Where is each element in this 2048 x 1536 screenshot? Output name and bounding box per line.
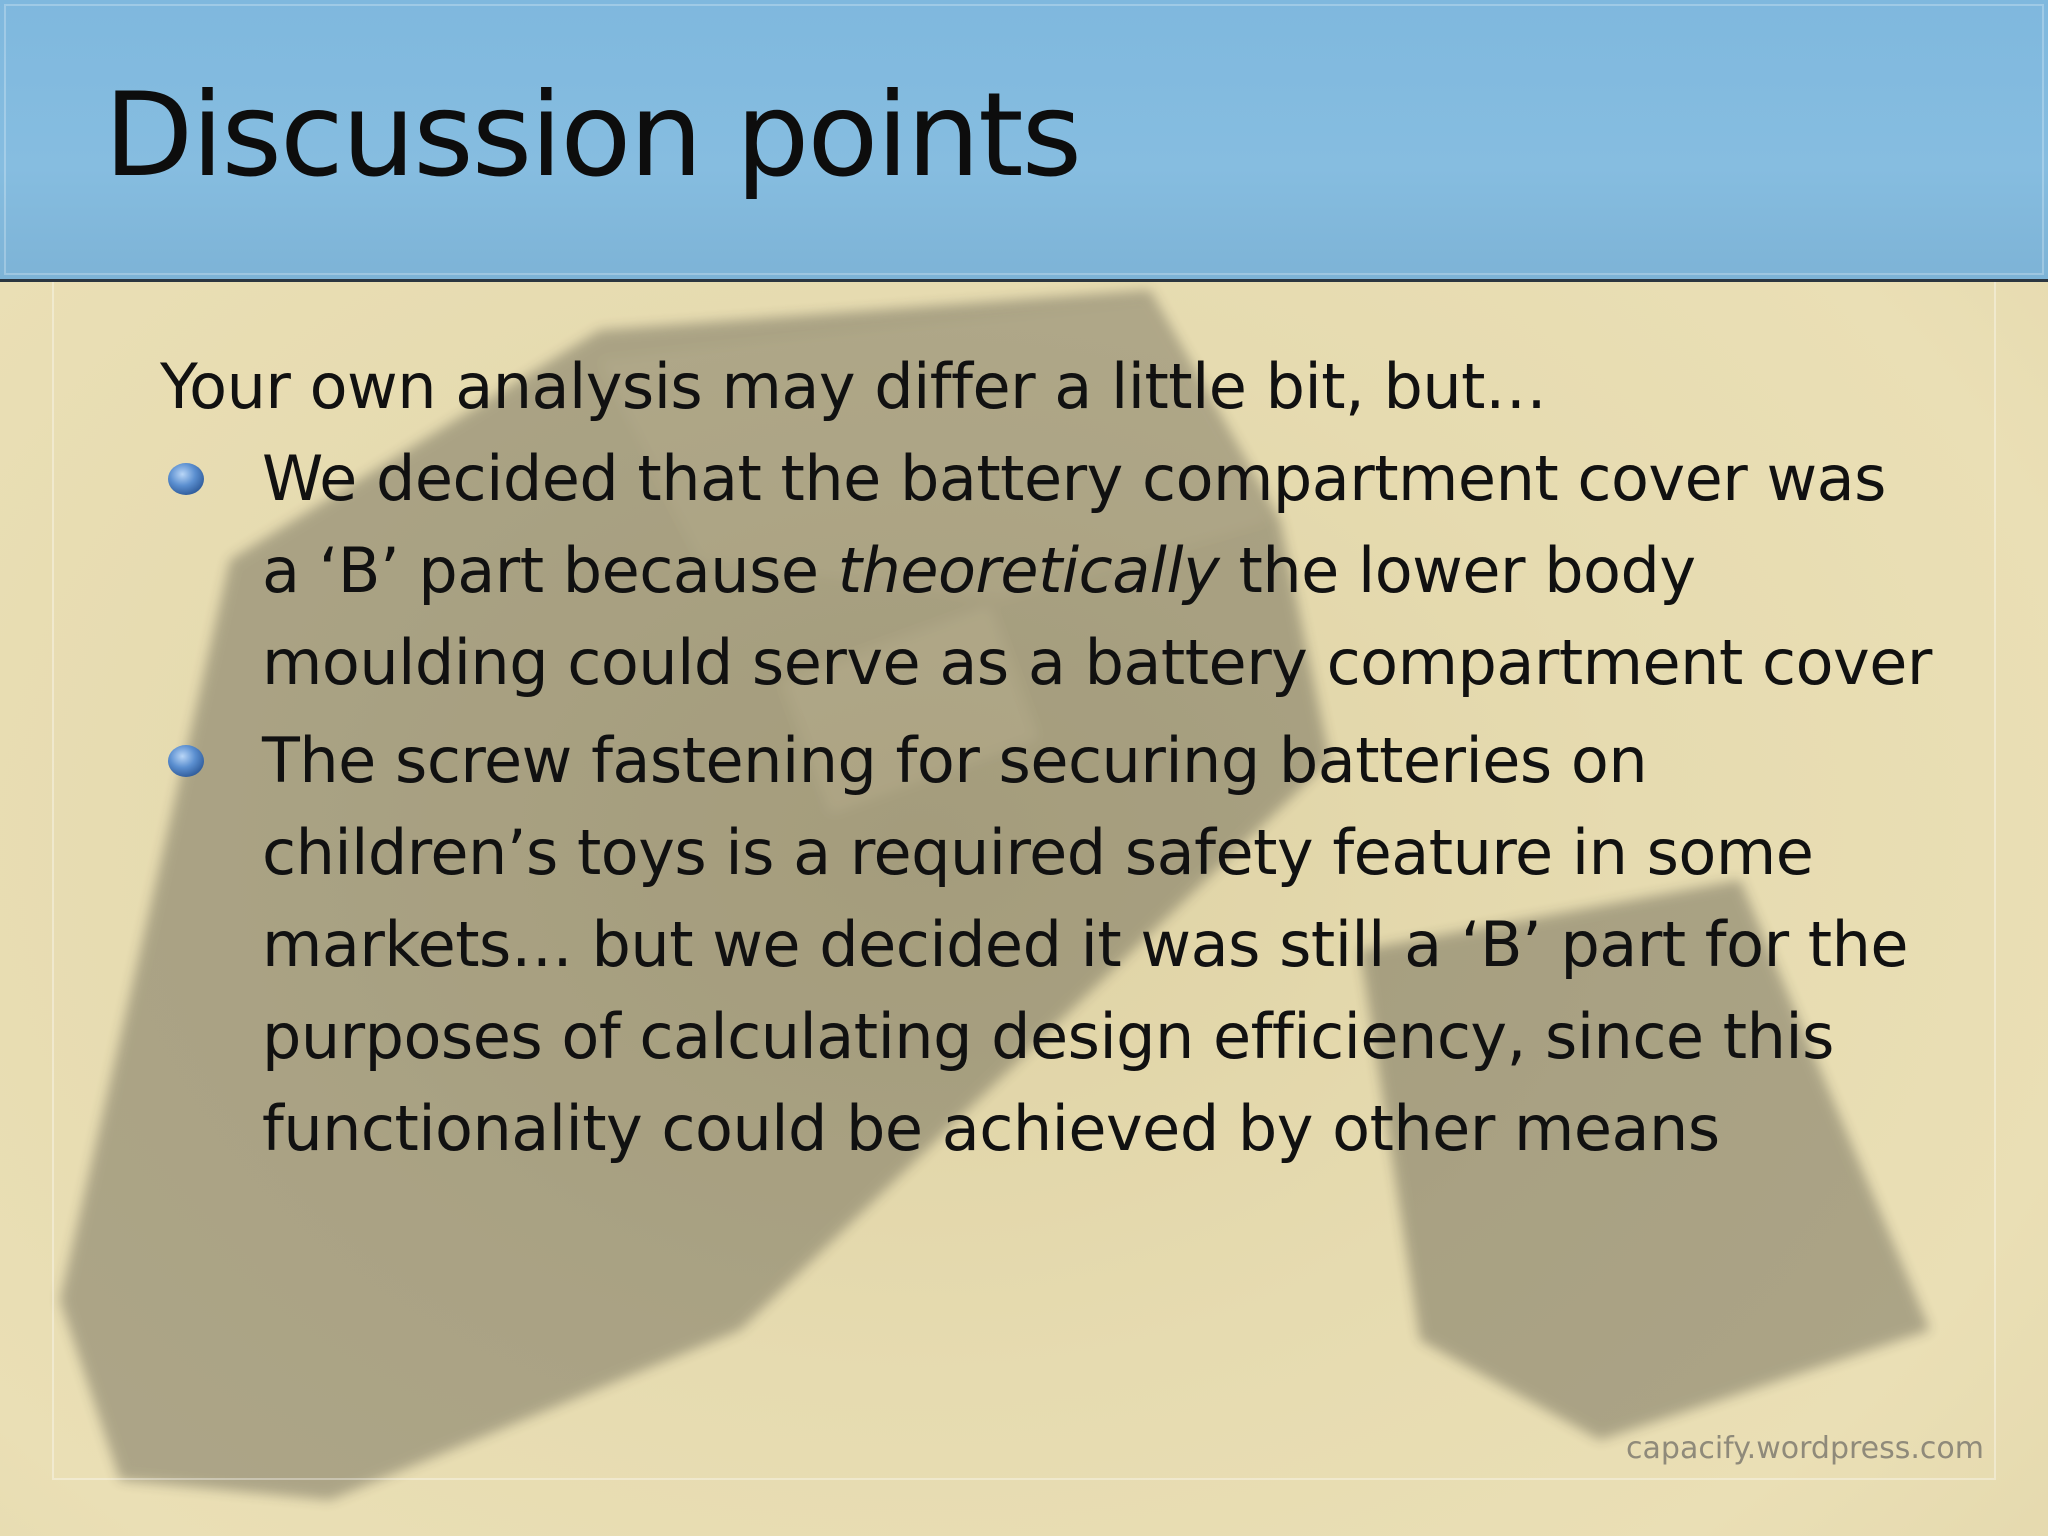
bullet-text: The screw fastening for securing batteries on children’s toys is a required safety feature in some markets… but we decided it was still a ‘B’ part for the purposes of calculating design efficiency, since this functionality could be achieved by other means [262, 724, 1909, 1165]
slide-content [160, 345, 1940, 1181]
blue-sphere-bullet-icon [166, 741, 206, 781]
bullet-text-part-2: the lower body moulding could serve as a battery compartment cover [262, 534, 1932, 699]
blue-sphere-bullet-icon [166, 459, 206, 499]
intro-text: Your own analysis may differ a little bit, but… [160, 350, 1547, 423]
page-title: Discussion points [104, 68, 1081, 203]
title-bar [0, 0, 2048, 282]
bullet-text-part-1: We decided that the battery compartment cover was a ‘B’ part because [262, 442, 1886, 607]
bullet-list [160, 433, 1940, 1175]
bullet-item-battery-cover [160, 433, 1940, 709]
bullet-item-screw-fastening [160, 715, 1940, 1175]
bullet-text-emphasis: theoretically [837, 534, 1220, 607]
watermark-text: capacify.wordpress.com [1626, 1431, 1984, 1466]
